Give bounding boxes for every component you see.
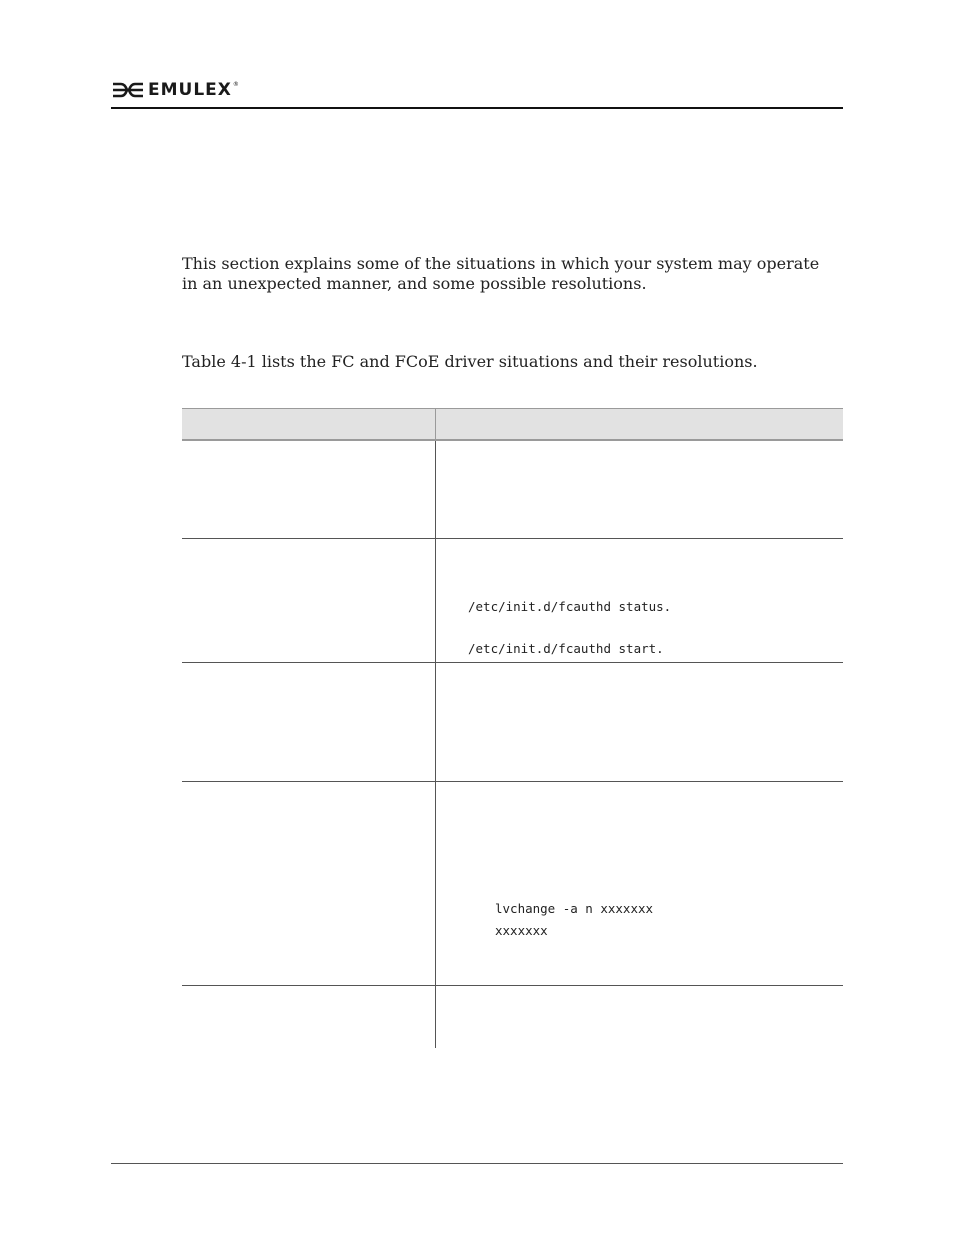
code-lvchange: lvchange -a n xxxxxxx — [495, 901, 654, 916]
column-divider — [435, 441, 436, 1048]
header-rule — [111, 107, 843, 109]
intro-paragraph: This section explains some of the situations in which your system may operate in an unexpected manner, and some possible resolutions. — [182, 254, 820, 293]
row-divider — [182, 538, 843, 539]
emulex-mark-icon — [112, 82, 144, 98]
logo-registered-mark: ® — [232, 81, 239, 88]
code-volume-name: xxxxxxx — [495, 923, 548, 938]
table-header-row — [182, 408, 843, 441]
code-fcauthd-start: /etc/init.d/fcauthd start. — [468, 641, 664, 656]
code-fcauthd-status: /etc/init.d/fcauthd status. — [468, 599, 672, 614]
row-divider — [182, 985, 843, 986]
logo-wordmark: EMULEX — [148, 80, 232, 100]
situations-table — [182, 408, 843, 1048]
row-divider — [182, 662, 843, 663]
footer-rule — [111, 1163, 843, 1164]
row-divider — [182, 781, 843, 782]
emulex-logo — [112, 80, 239, 100]
table-lead-paragraph: Table 4-1 lists the FC and FCoE driver situations and their resolutions. — [182, 352, 758, 371]
header-column-divider — [435, 409, 436, 442]
